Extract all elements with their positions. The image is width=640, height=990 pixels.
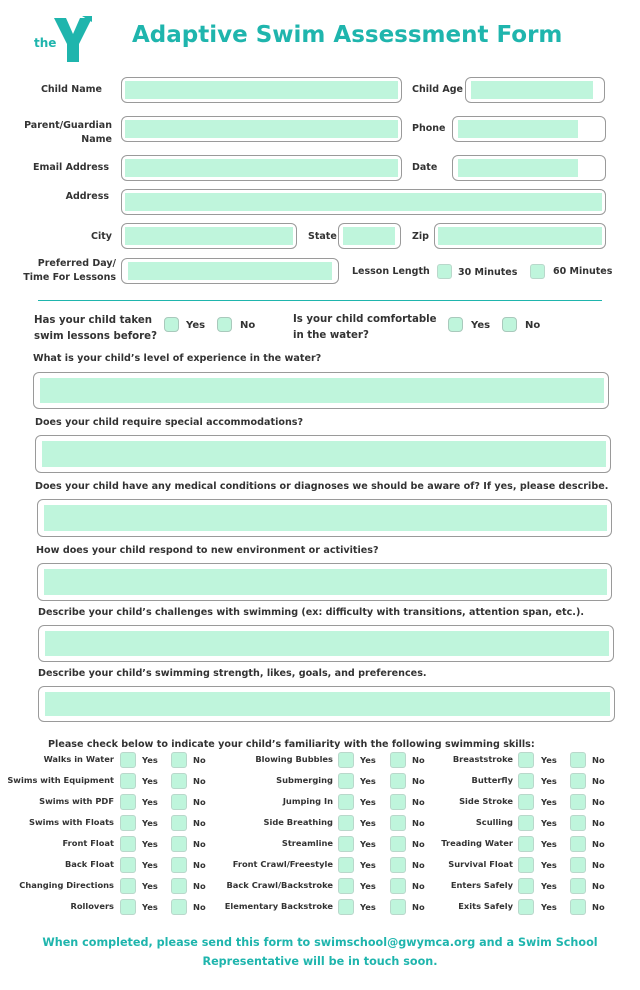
q-comfortable [293,312,437,344]
skill-yes-checkbox[interactable] [120,899,136,915]
skill-label: Exits Safely [458,901,513,911]
skill-no-checkbox[interactable] [390,752,406,768]
skill-yes-label: Yes [360,881,376,891]
skill-label: Submerging [276,775,333,785]
skill-label: Rollovers [70,901,114,911]
q-taken-lessons [34,313,157,345]
skill-label: Treading Water [441,838,513,848]
skill-yes-checkbox[interactable] [518,794,534,810]
skill-yes-checkbox[interactable] [518,899,534,915]
answer-challenges[interactable] [38,625,614,662]
skill-no-label: No [193,839,206,849]
skill-no-checkbox[interactable] [390,878,406,894]
skill-label: Side Stroke [459,796,513,806]
skill-yes-checkbox[interactable] [518,752,534,768]
skill-yes-label: Yes [142,818,158,828]
skill-no-label: No [412,776,425,786]
preferred-label [18,257,116,285]
lesson-60-checkbox[interactable] [530,264,545,279]
skill-no-label: No [193,797,206,807]
skill-no-label: No [193,902,206,912]
skill-no-checkbox[interactable] [171,815,187,831]
question-strengths: Describe your child’s swimming strength, likes, goals, and preferences. [38,668,427,679]
skill-no-label: No [193,860,206,870]
skill-yes-label: Yes [142,755,158,765]
skill-yes-label: Yes [142,839,158,849]
state-input[interactable] [338,223,401,249]
skill-yes-checkbox[interactable] [518,836,534,852]
skill-no-checkbox[interactable] [390,794,406,810]
address-input[interactable] [121,189,606,215]
skill-yes-checkbox[interactable] [338,752,354,768]
email-input[interactable] [121,155,402,181]
skill-yes-checkbox[interactable] [120,815,136,831]
skill-yes-checkbox[interactable] [338,815,354,831]
skill-yes-label: Yes [360,818,376,828]
skill-no-checkbox[interactable] [390,815,406,831]
skill-no-checkbox[interactable] [171,773,187,789]
ymca-logo [30,14,100,64]
preferred-input[interactable] [121,258,339,284]
skill-no-label: No [412,839,425,849]
skill-no-checkbox[interactable] [171,899,187,915]
skill-no-label: No [412,902,425,912]
skill-label: Butterfly [471,775,513,785]
date-input[interactable] [452,155,606,181]
skill-no-checkbox[interactable] [570,773,586,789]
skill-yes-checkbox[interactable] [120,752,136,768]
skill-no-label: No [412,860,425,870]
skill-label: Walks in Water [43,754,114,764]
skill-no-label: No [193,755,206,765]
skill-yes-label: Yes [360,755,376,765]
skill-yes-label: Yes [142,797,158,807]
skill-no-label: No [592,839,605,849]
skill-no-checkbox[interactable] [171,857,187,873]
skill-no-label: No [592,902,605,912]
logo-the-text: the [34,36,57,50]
skill-no-checkbox[interactable] [171,836,187,852]
skill-no-label: No [412,818,425,828]
skill-no-label: No [592,881,605,891]
skill-label: Blowing Bubbles [255,754,333,764]
skill-no-label: No [193,881,206,891]
skill-yes-label: Yes [142,860,158,870]
skills-intro: Please check below to indicate your child’s familiarity with the following swimming skills: [48,739,535,750]
skill-no-label: No [592,860,605,870]
city-input[interactable] [121,223,297,249]
skill-label: Elementary Backstroke [224,901,333,911]
skill-no-checkbox[interactable] [570,857,586,873]
taken-no-label: No [240,320,256,331]
skill-yes-checkbox[interactable] [338,878,354,894]
skill-label: Breaststroke [452,754,513,764]
question-new-environment: How does your child respond to new environment or activities? [36,545,379,556]
question-medical: Does your child have any medical conditions or diagnoses we should be aware of? If yes, please describe. [35,481,609,492]
skill-yes-checkbox[interactable] [518,878,534,894]
q-comfortable-line2: in the water? [293,330,369,341]
preferred-label-line2: Time For Lessons [23,272,116,283]
skill-yes-label: Yes [541,881,557,891]
answer-accommodations[interactable] [35,435,611,473]
parent-name-label [20,119,112,147]
zip-label: Zip [412,231,429,242]
skill-no-label: No [592,818,605,828]
skill-yes-checkbox[interactable] [338,899,354,915]
skill-no-label: No [412,881,425,891]
address-label: Address [65,191,109,202]
skill-yes-checkbox[interactable] [518,815,534,831]
skill-yes-label: Yes [360,776,376,786]
skill-label: Back Float [64,859,114,869]
skill-label: Front Crawl/Freestyle [232,859,333,869]
skill-yes-label: Yes [360,797,376,807]
skill-yes-label: Yes [142,776,158,786]
footer-text [0,933,640,971]
skill-no-checkbox[interactable] [570,815,586,831]
skill-no-checkbox[interactable] [570,794,586,810]
child-age-label: Child Age [412,84,463,95]
skill-no-checkbox[interactable] [171,794,187,810]
zip-input[interactable] [434,223,606,249]
comfortable-no-checkbox[interactable] [502,317,517,332]
q-comfortable-line1: Is your child comfortable [293,314,437,325]
email-label: Email Address [32,162,109,173]
skill-no-checkbox[interactable] [570,836,586,852]
parent-label-line2: Name [81,134,112,145]
taken-yes-label: Yes [186,320,206,331]
skill-no-checkbox[interactable] [390,773,406,789]
skill-no-label: No [592,755,605,765]
skill-label: Back Crawl/Backstroke [226,880,333,890]
taken-no-checkbox[interactable] [217,317,232,332]
answer-strengths[interactable] [38,686,615,722]
lesson-30-checkbox[interactable] [437,264,452,279]
city-label: City [91,231,112,242]
skill-yes-label: Yes [541,797,557,807]
skill-no-checkbox[interactable] [570,878,586,894]
question-experience: What is your child’s level of experience in the water? [33,353,322,364]
logo-ymca-text: YMCA [82,54,95,59]
skill-no-checkbox[interactable] [390,857,406,873]
skill-no-label: No [193,818,206,828]
comfortable-yes-label: Yes [471,320,491,331]
preferred-label-line1: Preferred Day/ [37,258,116,269]
question-challenges: Describe your child’s challenges with swimming (ex: difficulty with transitions, attention span, etc.). [38,607,584,618]
child-name-label: Child Name [40,84,102,95]
answer-new-environment[interactable] [37,563,612,601]
skill-yes-checkbox[interactable] [120,794,136,810]
lesson-60-label: 60 Minutes [553,266,613,277]
skill-no-checkbox[interactable] [171,752,187,768]
skill-label: Changing Directions [19,880,114,890]
skill-label: Swims with PDF [39,796,114,806]
skill-yes-checkbox[interactable] [338,794,354,810]
skill-yes-label: Yes [541,839,557,849]
skill-no-label: No [412,755,425,765]
taken-yes-checkbox[interactable] [164,317,179,332]
phone-label: Phone [412,123,446,134]
skill-no-checkbox[interactable] [570,752,586,768]
skill-yes-label: Yes [360,839,376,849]
date-label: Date [412,162,438,173]
q-taken-line2: swim lessons before? [34,331,157,342]
skill-yes-label: Yes [142,881,158,891]
skill-yes-checkbox[interactable] [338,836,354,852]
comfortable-yes-checkbox[interactable] [448,317,463,332]
q-taken-line1: Has your child taken [34,315,152,326]
skill-no-checkbox[interactable] [390,836,406,852]
skill-label: Sculling [475,817,513,827]
parent-name-input[interactable] [121,116,402,142]
skill-yes-checkbox[interactable] [338,773,354,789]
skill-label: Side Breathing [263,817,333,827]
skill-yes-label: Yes [541,776,557,786]
skill-yes-label: Yes [360,860,376,870]
answer-experience[interactable] [33,372,609,409]
skill-yes-checkbox[interactable] [120,857,136,873]
footer-line1: When completed, please send this form to swimschool@gwymca.org and a Swim School [42,936,598,949]
child-name-input[interactable] [121,77,402,103]
skill-no-label: No [193,776,206,786]
skill-label: Jumping In [282,796,333,806]
skill-label: Front Float [62,838,114,848]
skill-yes-checkbox[interactable] [120,878,136,894]
skill-yes-checkbox[interactable] [518,857,534,873]
skill-no-label: No [412,797,425,807]
page-title: Adaptive Swim Assessment Form [132,22,563,48]
skill-no-checkbox[interactable] [570,899,586,915]
skill-label: Enters Safely [450,880,513,890]
parent-label-line1: Parent/Guardian [24,120,112,131]
phone-input[interactable] [452,116,606,142]
skill-yes-label: Yes [360,902,376,912]
question-accommodations: Does your child require special accommodations? [35,417,304,428]
skill-no-label: No [592,797,605,807]
skill-label: Survival Float [448,859,513,869]
skill-no-checkbox[interactable] [171,878,187,894]
footer-line2: Representative will be in touch soon. [202,955,438,968]
skill-no-checkbox[interactable] [390,899,406,915]
section-divider [38,300,602,301]
skill-yes-label: Yes [142,902,158,912]
skill-yes-label: Yes [541,818,557,828]
skill-label: Streamline [281,838,333,848]
skill-label: Swims with Equipment [7,775,114,785]
skill-yes-checkbox[interactable] [120,836,136,852]
comfortable-no-label: No [525,320,541,331]
skill-yes-checkbox[interactable] [518,773,534,789]
lesson-length-label: Lesson Length [352,266,430,277]
skill-yes-label: Yes [541,755,557,765]
skill-label: Swims with Floats [29,817,114,827]
skill-no-label: No [592,776,605,786]
skill-yes-checkbox[interactable] [120,773,136,789]
lesson-30-label: 30 Minutes [458,267,518,278]
skill-yes-label: Yes [541,902,557,912]
child-age-input[interactable] [465,77,605,103]
skill-yes-label: Yes [541,860,557,870]
answer-medical[interactable] [37,499,612,537]
state-label: State [308,231,337,242]
skill-yes-checkbox[interactable] [338,857,354,873]
